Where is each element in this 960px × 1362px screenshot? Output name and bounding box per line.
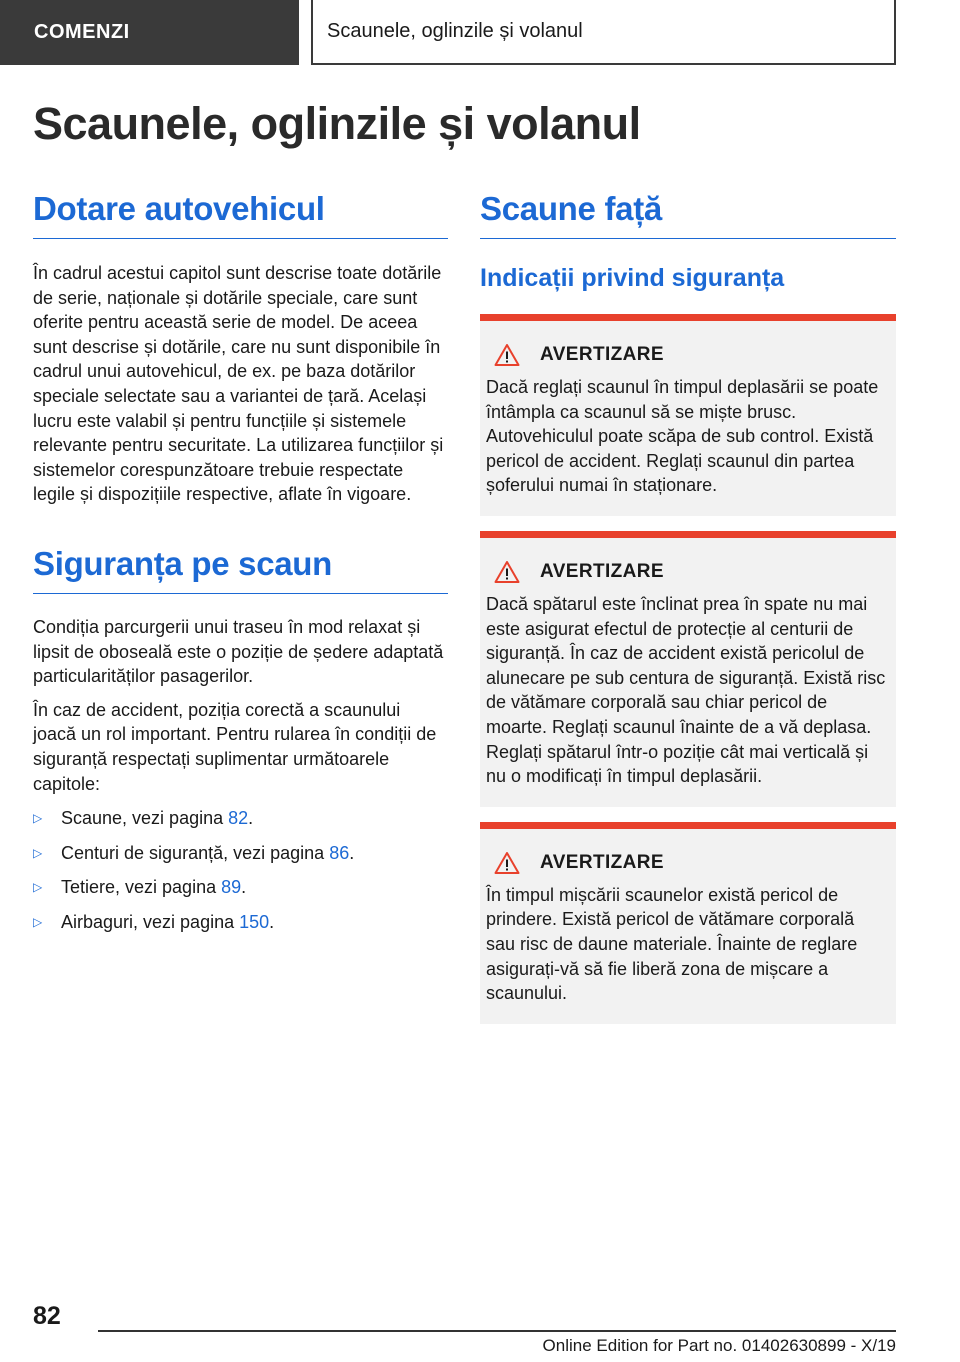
list-item-text: Centuri de siguranță, vezi pagina [61, 842, 325, 863]
left-column [33, 190, 448, 944]
warning-triangle-icon [494, 343, 520, 367]
page-link-82[interactable]: 82 [228, 808, 249, 829]
footer-divider [98, 1330, 896, 1332]
safety-subheading: Indicații privind siguranța [480, 264, 785, 292]
list-item-scaune [33, 806, 448, 831]
warning-box-3 [480, 822, 896, 1024]
list-item-centuri [33, 841, 448, 866]
list-item-text: Scaune, vezi pagina [61, 808, 224, 829]
warning-header [486, 851, 886, 875]
warning-text: În timpul mișcării scaunelor există pericol de prindere. Există pericol de vătămare corporală sau risc de daune materiale. Înainte de reglare asigurați-vă să fie liberă zona de mișcare a scaunului. [486, 884, 858, 1004]
warning-triangle-icon [494, 851, 520, 875]
bullet-triangle-icon: ▷ [33, 914, 43, 929]
right-column [480, 190, 896, 1024]
section-header: Scaunele, oglinzile și volanul [311, 0, 896, 65]
warning-text: Dacă reglați scaunul în timpul deplasării se poate întâmpla ca scaunul să se miște brusc. Autovehiculul poate scăpa de sub control. Există pericol de accident. Reglați scaunul din partea șoferului numai în staționare. [486, 377, 879, 496]
bullet-triangle-icon: ▷ [33, 845, 43, 860]
list-item-end: . [241, 877, 247, 898]
section-heading-scaune-fata: Scaune față [480, 190, 896, 239]
warning-title: AVERTIZARE [540, 560, 664, 582]
section-heading-dotare: Dotare autovehicul [33, 190, 448, 239]
list-item-end: . [269, 911, 275, 932]
list-item-text: Airbaguri, vezi pagina [61, 911, 235, 932]
siguranta-paragraph-2: În caz de accident, poziția corectă a scaunului joacă un rol important. Pentru rularea în condiții de siguranță respectați suplimentar următoarele capitole: [33, 699, 437, 794]
warning-box-2 [480, 531, 896, 807]
warning-box-1 [480, 314, 896, 516]
page-title: Scaunele, oglinzile și volanul [33, 98, 641, 149]
bullet-triangle-icon: ▷ [33, 880, 43, 895]
footer-edition: Online Edition for Part no. 01402630899 - X/19 [542, 1336, 896, 1355]
bullet-triangle-icon: ▷ [33, 811, 43, 826]
page-link-89[interactable]: 89 [221, 877, 242, 898]
list-item-tetiere [33, 875, 448, 900]
warning-header [486, 343, 886, 367]
dotare-paragraph: În cadrul acestui capitol sunt descrise toate dotările de serie, naționale și dotările speciale, care sunt oferite pentru această serie de model. De aceea sunt descrise și dotările, care nu sunt disponibile în cadrul unui autovehicul, de ex. pe baza dotărilor speciale selectate sau a variantei de țară. Același lucru este valabil și pentru funcțiile și sistemele relevante pentru securitate. La utilizarea funcțiilor și sistemelor corespunzătoare trebuie respectate legile și dispozițiile respective, aflate în vigoare. [33, 263, 444, 505]
warning-title: AVERTIZARE [540, 851, 664, 873]
warning-triangle-icon [494, 560, 520, 584]
chapter-tab: COMENZI [0, 0, 299, 65]
list-item-end: . [349, 842, 355, 863]
list-item-airbaguri [33, 910, 448, 935]
page-link-150[interactable]: 150 [239, 911, 270, 932]
page-link-86[interactable]: 86 [329, 842, 350, 863]
list-item-end: . [248, 808, 254, 829]
related-chapters-list [33, 806, 448, 934]
list-item-text: Tetiere, vezi pagina [61, 877, 217, 898]
page-number: 82 [33, 1302, 61, 1330]
warning-text: Dacă spătarul este înclinat prea în spate nu mai este asigurat efectul de protecție al centurii de siguranță. În caz de accident există pericolul de alunecare pe sub centura de siguranță. Există risc de vătămare corporală sau chiar pericol de moarte. Reglați scaunul înainte de a vă deplasa. Reglați spătarul într-o poziție cât mai verticală și nu o modificați în timpul deplasării. [486, 593, 886, 787]
section-heading-siguranta: Siguranța pe scaun [33, 545, 448, 594]
siguranta-paragraph-1: Condiția parcurgerii unui traseu în mod relaxat și lipsit de oboseală este o poziție de ședere adaptată particularităților pasagerilor. [33, 616, 444, 687]
warning-title: AVERTIZARE [540, 344, 664, 365]
warning-header [486, 560, 886, 584]
